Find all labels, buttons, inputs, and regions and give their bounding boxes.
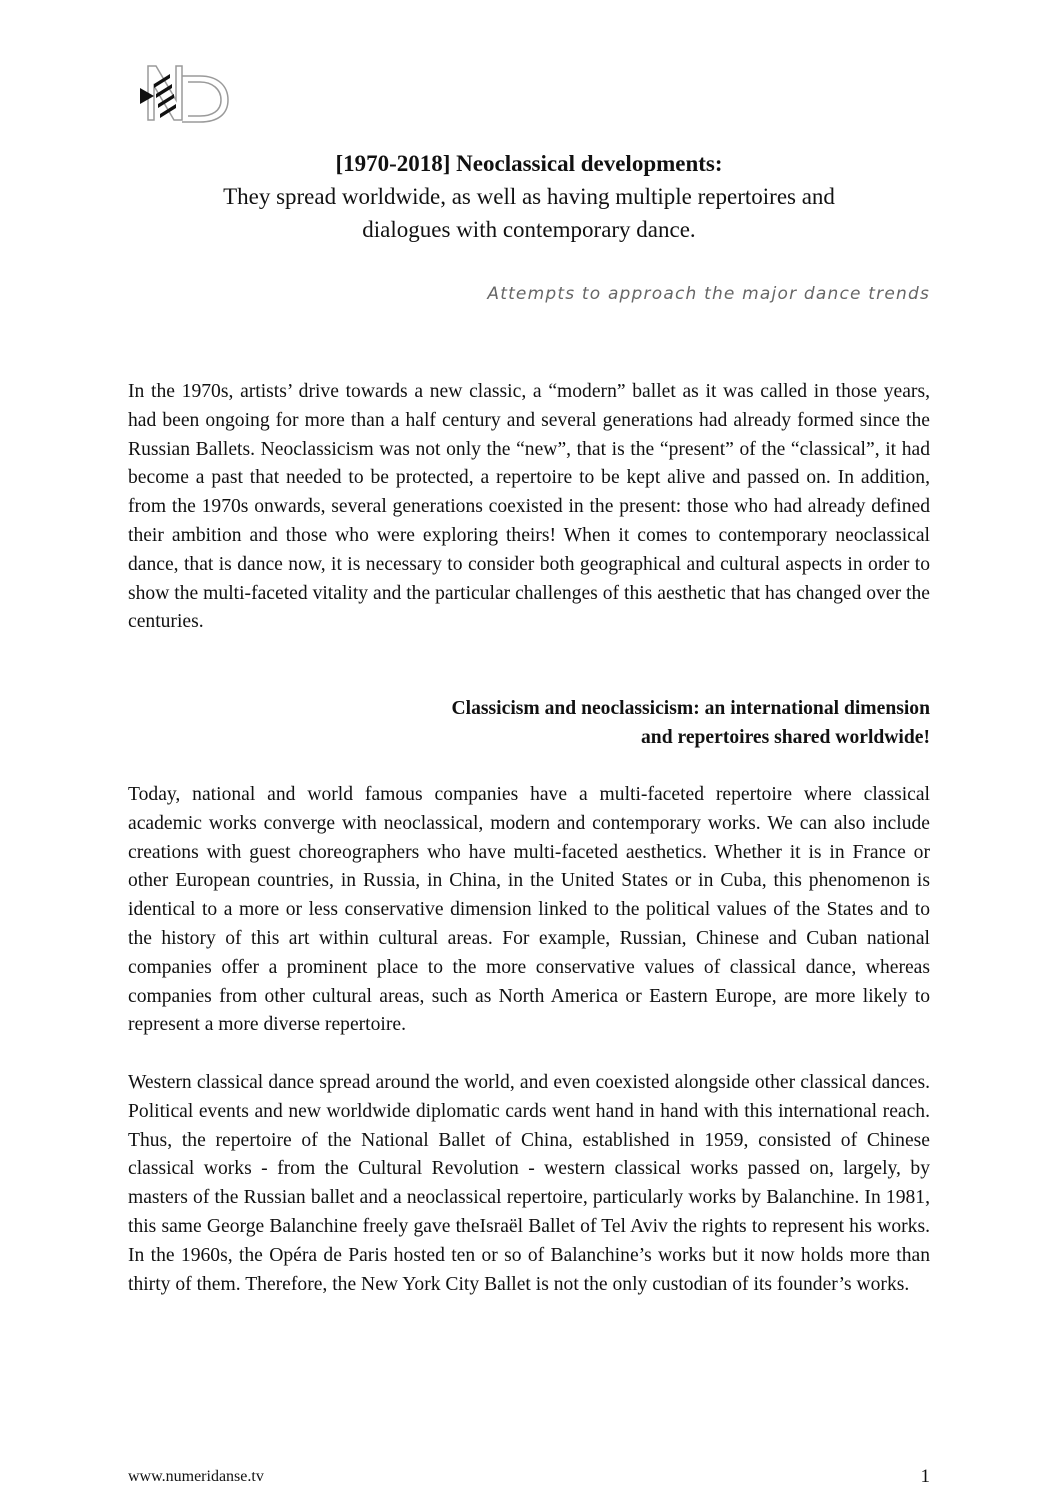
numeridanse-logo-icon — [140, 64, 232, 124]
paragraph-repertoire: Today, national and world famous companies have a multi-faceted repertoire where classical academic works converge with neoclassical, modern and contemporary works. We can also include creations with guest choreographers who have multi-faceted aesthetics. Whether it is in France or other European countries, in Russia, in China, in the United States or in Cuba, this phenomenon is identical to a more or less conservative dimension linked to the political values of the States and to the history of this art within cultural areas. For example, Russian, Chinese and Cuban national companies offer a prominent place to the more conservative values of classical dance, whereas companies from other cultural areas, such as North America or Eastern Europe, are more likely to represent a more diverse repertoire. — [128, 784, 930, 1036]
page-number: 1 — [920, 1466, 930, 1487]
section-heading-line-1: Classicism and neoclassicism: an international dimension — [451, 698, 930, 719]
section-heading-line-2: and repertoires shared worldwide! — [641, 727, 930, 748]
paragraph-international: Western classical dance spread around the world, and even coexisted alongside other classical dances. Political events and new worldwide diplomatic cards went hand in hand with this international reach. Thus, the repertoire of the National Ballet of China, established in 1959, consisted of Chinese classical works - from the Cultural Revolution - western classical works passed on, largely, by masters of the Russian ballet and a neoclassical repertoire, particularly works by Balanchine. In 1981, this same George Balanchine freely gave theIsraël Ballet of Tel Aviv the rights to represent his works. In the 1960s, the Opéra de Paris hosted ten or so of Balanchine’s works but it now holds more than thirty of them. Therefore, the New York City Ballet is not the only custodian of its founder’s works. — [128, 1072, 930, 1295]
section-heading — [128, 694, 930, 752]
document-subtitle-line-1: They spread worldwide, as well as having multiple repertoires and — [223, 184, 835, 209]
paragraph-intro: In the 1970s, artists’ drive towards a new classic, a “modern” ballet as it was called in those years, had been ongoing for more than a half century and several generations had already formed since the Russian Ballets. Neoclassicism was not only the “new”, that is the “present” of the “classical”, it had become a past that needed to be protected, a repertoire to be kept alive and passed on. In addition, from the 1970s onwards, several generations coexisted in the present: those who had already defined their ambition and those who were exploring theirs! When it comes to contemporary neoclassical dance, that is dance now, it is necessary to consider both geographical and cultural aspects in order to show the multi-faceted vitality and the particular challenges of this aesthetic that has changed over the centuries. — [128, 381, 930, 633]
title-block — [128, 148, 930, 246]
document-subtitle-line-2: dialogues with contemporary dance. — [362, 217, 696, 242]
document-title: [1970-2018] Neoclassical developments: — [335, 151, 723, 176]
footer-url: www.numeridanse.tv — [128, 1468, 264, 1485]
epigraph: Attempts to approach the major dance trends — [487, 284, 930, 304]
